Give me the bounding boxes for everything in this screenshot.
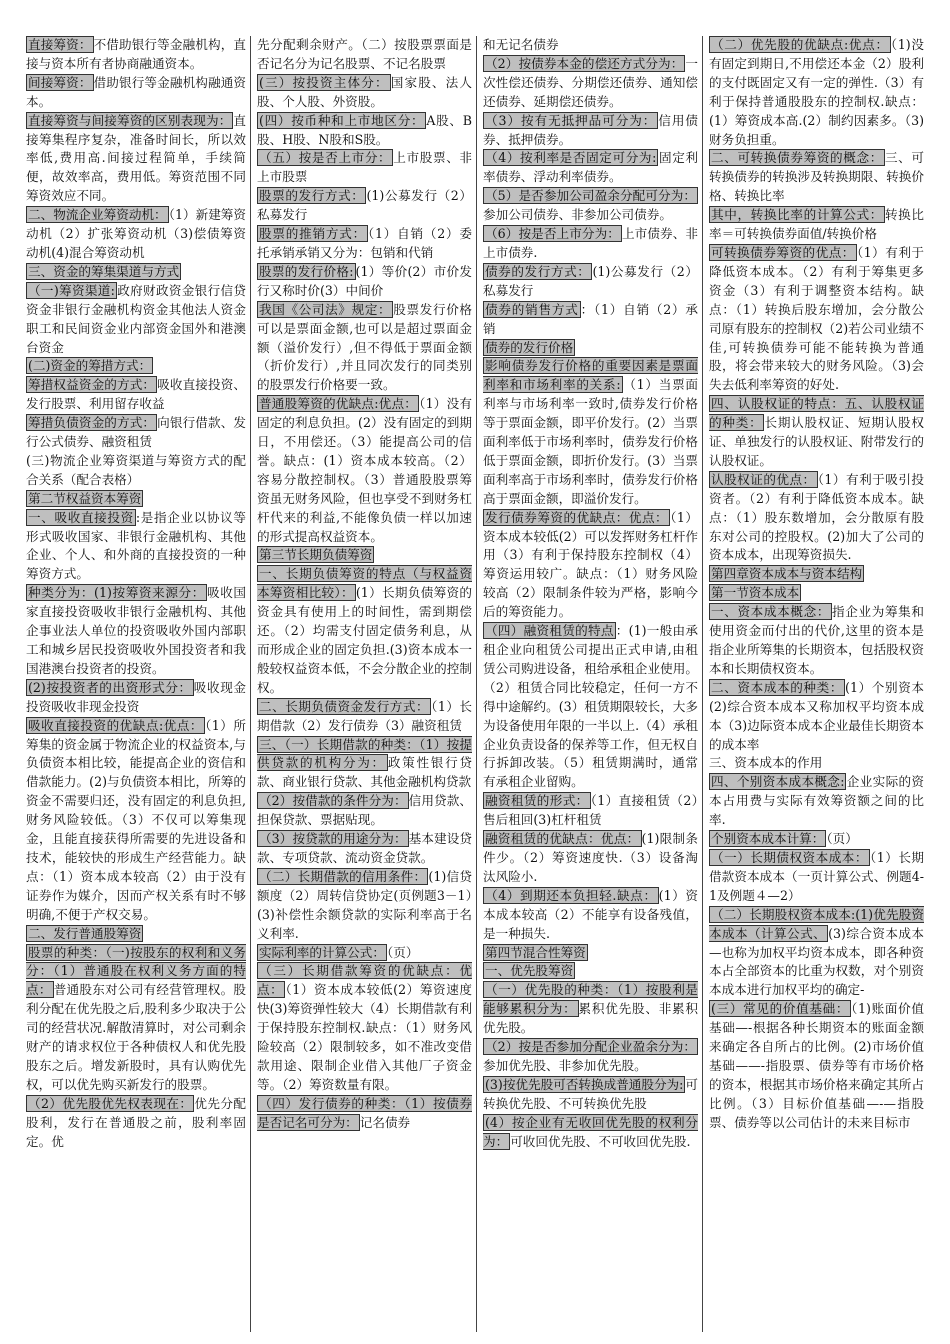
paragraph: [483, 187, 698, 225]
paragraph: [257, 301, 472, 396]
paragraph: [709, 149, 924, 206]
paragraph-text: 吸收国家直接投资吸收非银行金融机构、其他企事业法人单位的投资吸收外国内部职工和城乡居民投资吸收外国投资者和我国港澳台投资者的投资。: [26, 585, 246, 676]
paragraph-text: 先分配剩余财产。（二）按股票票面是否记名分为记名股票、不记名股票: [257, 37, 472, 71]
highlighted-heading: 间接筹资：: [28, 74, 92, 90]
paragraph-text: 固定利率债券、浮动利率债券。: [483, 150, 698, 185]
highlighted-heading: 三、（一）长期借款的种类：（1）按提供贷款的机构分为：: [257, 736, 472, 771]
paragraph-text: （1）资本成本较低(2）筹资速度快(3)筹资弹性较大（4）长期借款有利于保持股东控制权.缺点：（1）财务风险较高（2）限制较多，如不准改变借款用途、限制企业借入其他厂子资金等。（2）筹资数量有限。: [257, 982, 473, 1092]
paragraph: [26, 925, 246, 944]
highlighted-heading: （四）融资租赁的特点: [485, 623, 614, 639]
paragraph: [483, 263, 698, 301]
paragraph: [26, 414, 246, 452]
paragraph-text: 向银行借款、发行公式债券、融资租赁: [26, 415, 247, 450]
column-1: [24, 36, 250, 1332]
paragraph: [257, 263, 472, 301]
highlighted-heading: (三）常见的价值基础：: [711, 1001, 850, 1017]
paragraph-text: 上市股票、非上市股票: [257, 150, 473, 185]
paragraph-text: 信用贷款、担保贷款、票据贴现。: [257, 793, 473, 828]
paragraph-text: 可转换优先股、不可转换优先股: [483, 1076, 698, 1111]
highlighted-heading: 其中，转换比率的计算公式：: [711, 207, 883, 223]
paragraph: [26, 112, 246, 207]
highlighted-heading: （5）是否参加公司盈余分配可分为：: [485, 188, 696, 204]
paragraph-text: 不借助银行等金融机构，直接与资本所有者协商融通资本。: [26, 37, 247, 71]
highlighted-heading: 二、可转换债券筹资的概念：: [711, 150, 883, 166]
paragraph-text: 借助银行等金融机构融通资本。: [26, 74, 247, 109]
paragraph-text: ：（1）自销（2）承销: [483, 301, 699, 336]
paragraph: [483, 944, 698, 963]
paragraph-text: 上市债券、非上市债券.: [483, 226, 699, 260]
paragraph: [26, 263, 246, 282]
highlighted-heading: （二）长期借款的信用条件：: [259, 868, 427, 884]
paragraph: [709, 830, 924, 849]
highlighted-heading: （4）按利率是否固定可分为:: [485, 150, 657, 166]
paragraph-text: 指企业为筹集和使用资金而付出的代价,这里的资本是指企业所筹集的长期资本，包括股权资本和长期债权资本。: [709, 604, 925, 676]
paragraph: [257, 395, 472, 546]
paragraph: [257, 868, 472, 944]
paragraph: [257, 149, 472, 187]
paragraph-text: （1）资本成本较低(2）可以发挥财务杠杆作用（3）有利于保持股东控制权（4）筹资运用较广。缺点：（1）财务风险较高（2）限制条件较为严格，影响今后的筹资能力。: [483, 509, 698, 620]
highlighted-heading: 第一节资本成本: [711, 585, 800, 601]
paragraph: [257, 736, 472, 793]
column-3: [476, 36, 702, 1332]
paragraph-text: A股、B股、H股、N股和S股。: [257, 112, 472, 147]
paragraph: [483, 36, 698, 55]
paragraph: [483, 55, 698, 112]
paragraph: [709, 679, 924, 755]
highlighted-heading: 筹措权益资金的方式：: [28, 377, 156, 393]
highlighted-heading: 实际利率的计算公式：: [259, 944, 385, 960]
highlighted-heading: （3）按有无抵押品可分为：: [485, 112, 657, 128]
paragraph: [26, 509, 246, 585]
paragraph-text: 直接筹集程序复杂，准备时间长，所以效率低,费用高.间接过程简单，手续简便，故效率高，费用低。筹资范围不同筹资效应不同。: [26, 112, 246, 204]
paragraph-text: (1)公募发行（2）私募发行: [483, 263, 699, 298]
highlighted-heading: （6）按是否上市分为：: [485, 226, 620, 242]
paragraph: [26, 679, 246, 717]
highlighted-heading: 一、吸收直接投资: [28, 509, 134, 525]
column-2: [250, 36, 476, 1332]
paragraph: [483, 1038, 698, 1076]
highlighted-heading: 发行债券筹资的优缺点：优点：: [485, 509, 669, 525]
paragraph: [709, 395, 924, 471]
paragraph-text: (1)公募发行（2）私募发行: [257, 188, 473, 223]
highlighted-heading: （三）长期借款筹资的优缺点：优点：: [257, 963, 472, 998]
paragraph: [257, 225, 472, 263]
highlighted-heading: 吸收直接投资的优缺点:优点：: [28, 717, 203, 733]
paragraph: [257, 830, 472, 868]
paragraph: [483, 792, 698, 830]
paragraph-text: （1）自销（2）委托承销承销又分为：包销和代销: [257, 226, 472, 260]
paragraph-text: 长期认股权证、短期认股权证、单独发行的认股权证、附带发行的认股权证。: [709, 415, 925, 468]
paragraph-text: 国家股、法人股、个人股、外资股。: [257, 74, 473, 109]
highlighted-heading: 可转换债券筹资的优点：: [711, 244, 855, 260]
highlighted-heading: （2）按借款的条件分为：: [259, 793, 407, 809]
paragraph-text: 优先分配股利，发行在普通股之前，股利率固定。优: [26, 1095, 246, 1149]
highlighted-heading: 融资租赁的形式：: [485, 793, 589, 809]
highlighted-heading: 二、物流企业筹资动机：: [28, 207, 167, 223]
highlighted-heading: 筹措负债资金的方式：: [28, 415, 156, 431]
paragraph: [26, 490, 246, 509]
paragraph-text: 一次性偿还债券、分期偿还债券、通知偿还债券、延期偿还债券。: [483, 55, 698, 109]
paragraph: [26, 206, 246, 263]
paragraph-text: 累积优先股、非累积优先股。: [483, 1001, 699, 1036]
paragraph-text: 三、可转换债券的转换涉及转换期限、转换价格、转换比率: [709, 150, 925, 204]
highlighted-heading: 二、长期负债资金发行方式：: [259, 698, 430, 714]
paragraph: [257, 944, 472, 963]
paragraph-text: （1）有利于吸引投资者。（2）有利于降低资本成本。缺点：（1）股东数增加，会分散原有股东对公司的控股权。(2)加大了公司的资本成本，出现筹资损失.: [709, 471, 924, 563]
highlighted-heading: （3）按贷款的用途分为：: [259, 831, 407, 847]
paragraph: [257, 565, 472, 697]
highlighted-heading: (三）按投资主体分：: [259, 74, 389, 90]
paragraph-text: 转换比率＝可转换债券面值/转换价格: [709, 207, 925, 242]
paragraph-text: (1）资本成本较高（2）不能享有设备残值，是一种损失.: [483, 887, 698, 941]
highlighted-heading: 个别资本成本计算：: [711, 831, 825, 847]
paragraph-text: 吸收直接投资、发行股票、利用留存收益: [26, 377, 247, 412]
paragraph-text: 和无记名债券: [483, 37, 559, 52]
paragraph: [709, 471, 924, 566]
paragraph-text: 参加公司债券、非参加公司债券。: [483, 207, 672, 223]
paragraph-text: （1）有利于降低资本成本。（2）有利于筹集更多资金（3）有利于调整资本结构。缺点：（1）转换后股东增加，会分散公司原有股东的控制权（2)若公司业绩不佳,可转换债券可能不能转换为普通股，将会带来较大的财务风险。（3)会失去低利率筹资的好处.: [709, 244, 925, 393]
paragraph-text: (1)信贷额度（2）周转信贷协定(页例题3－1）(3)补偿性余额贷款的实际利率高于名义利率.: [257, 868, 472, 941]
paragraph-text: 普通股东对公司有经营管理权。股利分配在优先股之后,股利多少取决于公司的经营状况.解散清算时，对公司剩余财产的请求权位于各种债权人和优先股股东之后。增发新股时，具有认购优先权，可以优先购买新发行的股票。: [26, 982, 247, 1092]
highlighted-heading: 二、发行普通股筹资: [28, 925, 142, 941]
highlighted-heading: 二、资本成本的种类：: [711, 679, 844, 695]
paragraph-text: 参加优先股、非参加优先股。: [483, 1057, 647, 1073]
paragraph: [483, 830, 698, 887]
paragraph-text: 吸收现金投资吸收非现金投资: [26, 679, 247, 714]
paragraph: [483, 1114, 698, 1152]
highlighted-heading: (4）按企业有无收回优先股的权利分为：: [483, 1114, 698, 1149]
paragraph-text: (1）长期负债筹资的资金具有使用上的时间性，需到期偿还。（2）均需支付固定债务利息，从而形成企业的固定负担.(3)资本成本一般较权益资本低，不会分散企业的控制权。: [257, 585, 472, 695]
paragraph: [483, 357, 698, 508]
highlighted-heading: 股票的发行价格:: [259, 263, 354, 279]
paragraph: [257, 1095, 472, 1133]
paragraph-text: （1）长期借款（2）发行债券（3）融资租赁: [257, 698, 472, 733]
paragraph-text: 三、资本成本的作用: [709, 755, 823, 771]
highlighted-heading: 四、认股权证的特点：五、认股权证的种类：: [709, 396, 924, 431]
paragraph: [709, 849, 924, 906]
paragraph: [709, 565, 924, 584]
paragraph: [483, 301, 698, 339]
paragraph-text: （1）没有固定的利息负担。(2）没有固定的到期日，不用偿还。（3）能提高公司的信誉。缺点：(1）资本成本较高。（2）容易分散控制权。（3）普通股股票筹资虽无财务风险，但也享受不到财务杠杆代来的利益,不能像负债一样以加速的形式提高权益资本。: [257, 396, 472, 544]
highlighted-heading: 影响债券发行价格的重要因素是票面利率和市场利率的关系:: [483, 358, 698, 393]
highlighted-heading: 股票的推销方式：: [259, 226, 366, 242]
paragraph: [26, 584, 246, 679]
highlighted-heading: (3)按优先股可否转换成普通股分为:: [485, 1076, 684, 1092]
paragraph-text: （1）所筹集的资金属于物流企业的权益资本,与负债资本相比较，能提高企业的资信和借款能力。(2)与负债资本相比，所筹的资金不需要归还，没有固定的利息负担,财务风险较低。（3）不仅可以筹集现金，且能直接获得所需要的先进设备和技术，能较快的形成生产经营能力。缺点：（1）资本成本较高（2）由于没有证券作为媒介，因而产权关系有时不够明确,不便于产权交易。: [26, 717, 246, 922]
paragraph: [26, 282, 246, 358]
highlighted-heading: （2）优先股优先权表现在：: [28, 1095, 193, 1111]
paragraph-text: （1)没有固定到期日,不用偿还本金（2）股利的支付既固定又有一定的弹性.（3）有利于保持普通股股东的控制权.缺点：(1）筹资成本高.(2）制约因素多。（3)财务负担重。: [709, 37, 924, 147]
highlighted-heading: 第四节混合性筹资: [485, 944, 586, 960]
highlighted-heading: （二）优先股的优缺点:优点：: [711, 37, 889, 52]
highlighted-heading: (四）按币种和上市地区分：: [259, 112, 425, 128]
paragraph: [483, 1076, 698, 1114]
paragraph: [709, 603, 924, 679]
column-4: [702, 36, 928, 1332]
paragraph-text: （1）直接租赁（2）售后租回(3)杠杆租赁: [483, 793, 698, 828]
paragraph: [483, 887, 698, 944]
paragraph-text: 记名债券: [359, 1114, 411, 1130]
paragraph: [709, 36, 924, 149]
paragraph-text: （1）新建筹资动机（2）扩张筹资动机（3)偿债筹资动机(4)混合筹资动机: [26, 207, 246, 260]
highlighted-heading: （四）发行债券的种类：（1）按债券是否记名可分为：: [257, 1095, 472, 1130]
highlighted-heading: 直接筹资与间接筹资的区别表现为：: [28, 112, 232, 128]
paragraph: [483, 962, 698, 981]
highlighted-heading: 一、长期负债筹资的特点（与权益资本筹资相比较）：: [257, 566, 472, 601]
paragraph-text: 政府财政资金银行信贷资金非银行金融机构资金其他法人资金职工和民间资金业内部资金国外和港澳台资金: [26, 282, 246, 355]
highlighted-heading: (2)按投资者的出资形式分：: [28, 679, 192, 695]
paragraph-text: 股票发行价格可以是票面金额,也可以是超过票面金额（溢价发行）,但不得低于票面金额（折价发行）,并且同次发行的同类别的股票发行价格要一致。: [257, 301, 473, 393]
paragraph: [257, 36, 472, 74]
paragraph: [709, 906, 924, 1001]
paragraph: [26, 357, 246, 376]
highlighted-heading: 债券的发行方式：: [485, 263, 591, 279]
highlighted-heading: （五）按是否上市分：: [259, 150, 392, 166]
paragraph-text: 企业实际的资本占用费与实际有效筹资额之间的比率.: [709, 774, 924, 828]
paragraph-text: （页）: [386, 944, 419, 960]
highlighted-heading: 第三节长期负债筹资: [259, 547, 373, 563]
highlighted-heading: （一)筹资渠道:: [28, 282, 115, 298]
paragraph: [26, 74, 246, 112]
paragraph: [483, 622, 698, 792]
paragraph: [709, 244, 924, 395]
highlighted-heading: 债券的发行价格: [485, 339, 574, 355]
highlighted-heading: 股票的发行方式：: [259, 188, 365, 204]
paragraph: [483, 509, 698, 622]
paragraph: [709, 1000, 924, 1132]
paragraph-text: (3)综合资本成本—也称为加权平均资本成本，即各种资本占全部资本的比重为权数，对个别资本成本进行加权平均的确定-: [709, 925, 924, 998]
paragraph-text: 政策性银行贷款、商业银行贷款、其他金融机构贷款: [257, 755, 473, 790]
paragraph-text: (1)限制条件少。（2）筹资速度快.（3）设备淘汰风险小.: [483, 831, 699, 884]
highlighted-heading: 种类分为：(1)按筹资来源分：: [28, 585, 205, 601]
highlighted-heading: 我国《公司法》规定：: [259, 301, 392, 317]
highlighted-heading: 普通股筹资的优缺点:优点：: [259, 396, 418, 412]
paragraph-text: 可收回优先股、不可收回优先股.: [510, 1133, 691, 1149]
highlighted-heading: 认股权证的优点：: [711, 471, 816, 487]
paragraph-text: (三)物流企业筹资渠道与筹资方式的配合关系（配合表格）: [26, 452, 246, 487]
paragraph: [257, 74, 472, 112]
paragraph-text: （页）: [826, 831, 858, 847]
paragraph-text: (1）等价(2）市价发行又称时价(3）中间价: [257, 263, 472, 298]
highlighted-heading: （一）长期债权资本成本：: [711, 849, 868, 865]
paragraph: [257, 698, 472, 736]
highlighted-heading: （二）长期股权资本成本:(1)优先股资本成本（计算公式、: [709, 906, 924, 941]
paragraph: [483, 225, 698, 263]
highlighted-heading: （4）到期还本负担轻.缺点：: [485, 887, 657, 903]
paragraph: [483, 981, 698, 1038]
paragraph-text: （1）长期借款资本成本（一页计算公式、例题4-1及例题４—2）: [709, 849, 925, 903]
paragraph-text: :是指企业以协议等形式吸收国家、非银行金融机构、其他企业、个人、和外商的直接投资的一种筹资方式。: [26, 509, 246, 582]
paragraph: [709, 584, 924, 603]
paragraph: [483, 112, 698, 150]
highlighted-heading: 股票的种类：（一)按股东的权利和义务分：（1）普通股在权利义务方面的特点：: [26, 944, 246, 998]
highlighted-heading: 债券的销售方式: [485, 301, 579, 317]
paragraph: [26, 452, 246, 490]
paragraph-text: （1)账面价值基础—-根据各种长期资本的账面金额来确定各自所占的比例。(2)市场价值基础——-指股票、债券等有市场价格的资本，根据其市场价格来确定其所占比例。（3）目标价值基础—-—指股票、债券等以公司估计的未来目标市: [709, 1001, 924, 1130]
paragraph: [257, 187, 472, 225]
paragraph: [26, 1095, 246, 1152]
paragraph: [26, 944, 246, 1095]
paragraph: [483, 149, 698, 187]
highlighted-heading: 第二节权益资本筹资: [28, 490, 142, 506]
paragraph: [257, 962, 472, 1094]
highlighted-heading: 一、优先股筹资: [485, 963, 574, 979]
paragraph: [257, 792, 472, 830]
paragraph-text: (1）个别资本(2)综合资本成本又称加权平均资本成本（3)边际资本成本企业最佳长期资本的成本率: [709, 679, 924, 752]
paragraph: [709, 754, 924, 773]
paragraph: [257, 546, 472, 565]
paragraph: [26, 36, 246, 74]
highlighted-heading: 四、个别资本成本概念:: [711, 774, 845, 790]
highlighted-heading: 三、资金的筹集渠道与方式: [28, 263, 180, 279]
highlighted-heading: 融资租赁的优缺点：优点：: [485, 831, 640, 847]
paragraph: [483, 339, 698, 358]
paragraph-text: （1）当票面利率与市场利率一致时,债券发行价格等于票面金额，即平价发行。(2）当票面利率低于市场利率时，债券发行价格低于票面金额，即折价发行。(3）当票面利率高于市场利率时，债券发行价格高于票面金额，即溢价发行。: [483, 377, 698, 506]
paragraph: [709, 206, 924, 244]
highlighted-heading: （2）按是否参加分配企业盈余分为：: [485, 1039, 696, 1055]
paragraph: [26, 717, 246, 925]
paragraph: [26, 376, 246, 414]
paragraph-text: ：(1)一般由承租企业向租赁公司提出正式申请,由租赁公司购进设备，租给承租企业使用。（2）租赁合同比较稳定，任何一方不得中途解约。(3）租赁期限较长，大多为设备使用年限的一半以上.（4）承租企业负责设备的保养等工作，但无权自行拆卸改装。（5）租赁期满时，通常有承租企业留购。: [483, 623, 699, 790]
highlighted-heading: 直接筹资：: [28, 37, 92, 52]
highlighted-heading: （2）按债券本金的偿还方式分为：: [485, 55, 684, 71]
paragraph: [257, 112, 472, 150]
paragraph-text: 信用债券、抵押债券。: [483, 112, 699, 147]
highlighted-heading: 一、资本成本概念：: [711, 604, 831, 620]
paragraph-text: 基本建设贷款、专项贷款、流动资金贷款。: [257, 831, 473, 865]
highlighted-heading: (二)资金的筹措方式：: [28, 358, 152, 374]
highlighted-heading: 第四章资本成本与资本结构: [711, 566, 863, 582]
paragraph: [709, 773, 924, 830]
highlighted-heading: （一）优先股的种类：（1）按股利是能够累积分为：: [483, 982, 698, 1017]
